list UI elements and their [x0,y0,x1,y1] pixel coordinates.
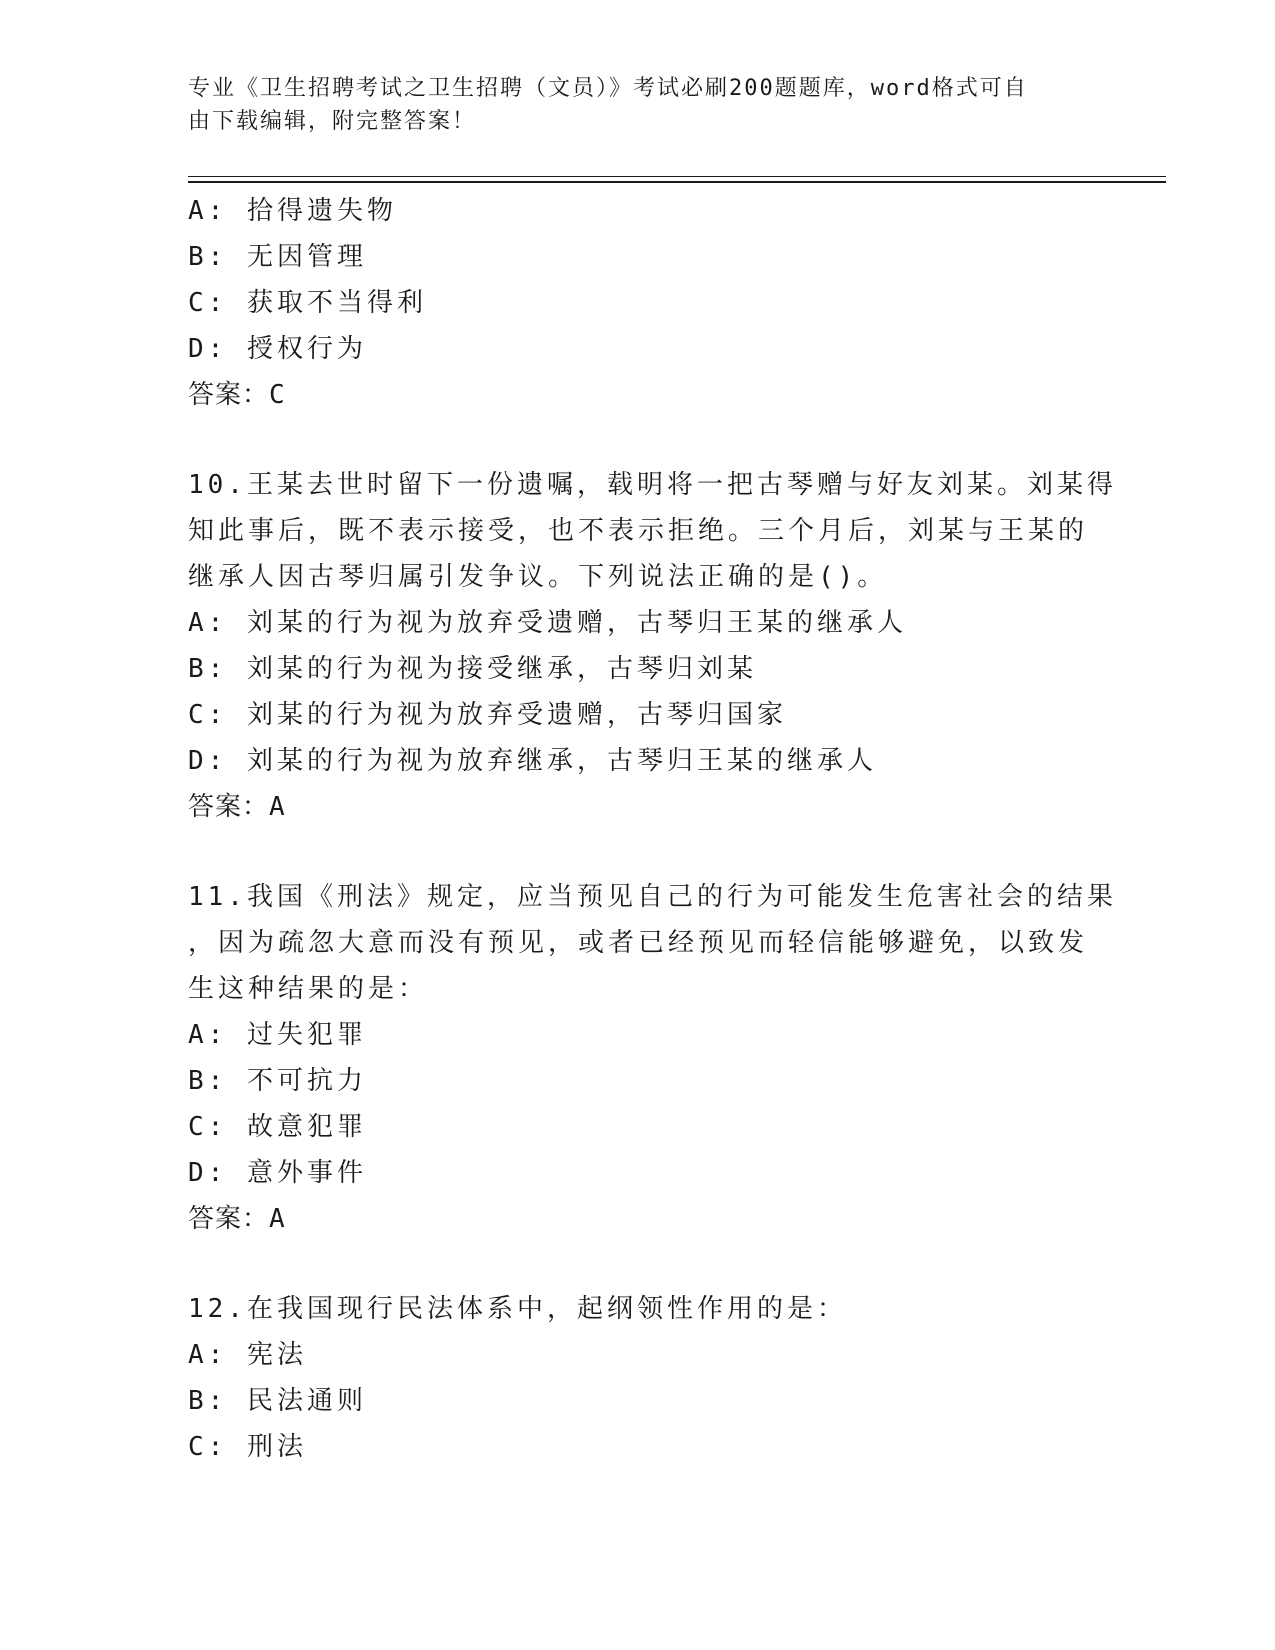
option-a: A: 过失犯罪 [188,1020,367,1050]
question-stem [188,462,1117,600]
answer-line: 答案：A [188,1204,286,1234]
question-stem-line: 11.我国《刑法》规定，应当预见自己的行为可能发生危害社会的结果 [188,882,1117,912]
option-d: D: 授权行为 [188,334,367,364]
header-divider-thin [188,176,1166,177]
question-stem-line: 知此事后，既不表示接受，也不表示拒绝。三个月后，刘某与王某的 [188,516,1089,546]
question-block-11 [188,874,1117,1242]
option-c: C: 刑法 [188,1432,307,1462]
question-stem [188,874,1117,1012]
option-d: D: 刘某的行为视为放弃继承，古琴归王某的继承人 [188,746,877,776]
option-a: A: 刘某的行为视为放弃受遗赠，古琴归王某的继承人 [188,608,907,638]
question-stem-line: ，因为疏忽大意而没有预见，或者已经预见而轻信能够避免，以致发 [188,928,1089,958]
spacer [188,418,1088,462]
header-line-1: 专业《卫生招聘考试之卫生招聘（文员）》考试必刷200题题库，word格式可自 [188,76,1028,101]
header-line-2: 由下载编辑，附完整答案！ [188,109,477,134]
spacer [188,1242,1088,1286]
question-stem-line: 继承人因古琴归属引发争议。下列说法正确的是()。 [188,562,888,592]
document-header [188,72,1068,138]
option-a: A: 拾得遗失物 [188,196,397,226]
spacer [188,830,1088,874]
question-stem-line: 12.在我国现行民法体系中，起纲领性作用的是： [188,1294,847,1324]
option-b: B: 民法通则 [188,1386,367,1416]
option-a: A: 宪法 [188,1340,307,1370]
header-divider-thick [188,181,1166,183]
answer-line: 答案：A [188,792,286,822]
option-c: C: 故意犯罪 [188,1112,367,1142]
question-stem [188,1286,1088,1332]
question-block-previous [188,188,1088,418]
answer-line: 答案：C [188,380,286,410]
question-stem-line: 10.王某去世时留下一份遗嘱，载明将一把古琴赠与好友刘某。刘某得 [188,470,1117,500]
question-block-12 [188,1286,1088,1470]
option-b: B: 无因管理 [188,242,367,272]
option-b: B: 刘某的行为视为接受继承，古琴归刘某 [188,654,757,684]
question-block-10 [188,462,1117,830]
option-d: D: 意外事件 [188,1158,367,1188]
question-list [188,188,1117,1470]
option-c: C: 刘某的行为视为放弃受遗赠，古琴归国家 [188,700,787,730]
option-c: C: 获取不当得利 [188,288,427,318]
question-stem-line: 生这种结果的是： [188,974,429,1004]
option-b: B: 不可抗力 [188,1066,367,1096]
